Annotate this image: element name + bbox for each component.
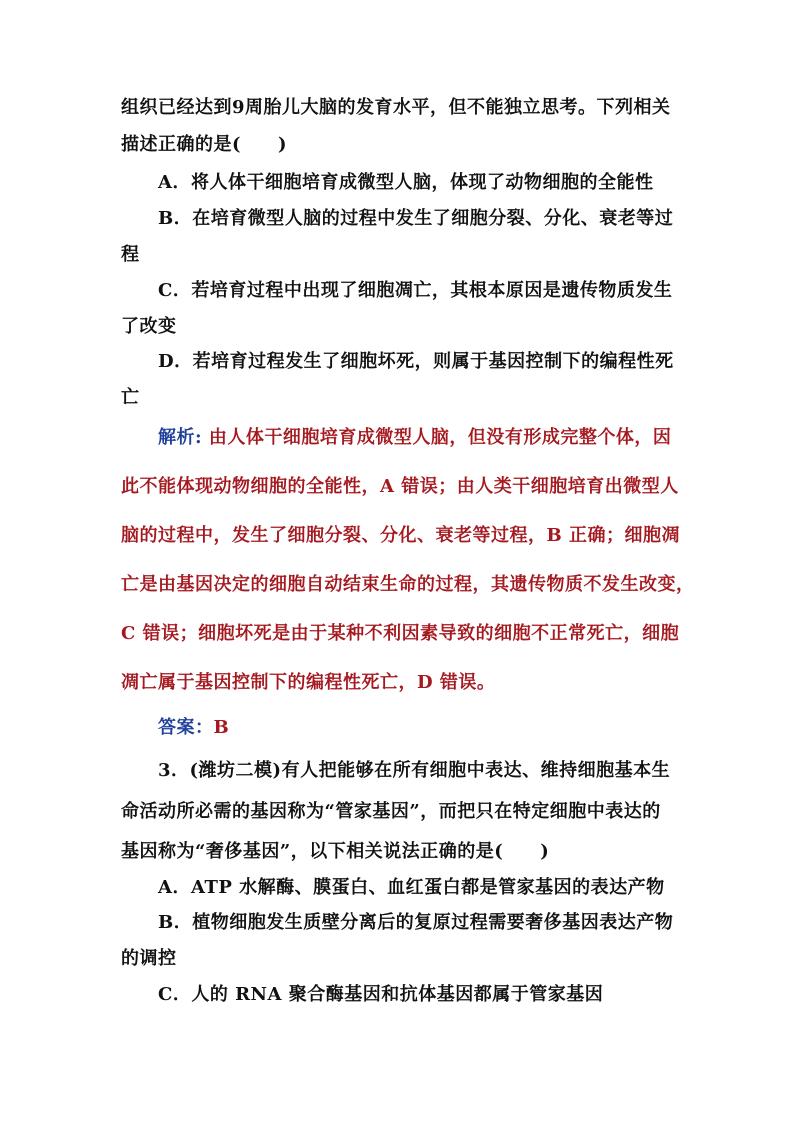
option-d-continuation: 亡 (121, 387, 140, 408)
option-d: D．若培育过程发生了细胞坏死，则属于基因控制下的编程性死 (158, 351, 674, 372)
answer-line (158, 716, 229, 740)
analysis-text: 由人体干细胞培育成微型人脑，但没有形成完整个体，因 (202, 427, 672, 448)
question-stem-line: 描述正确的是( ) (121, 134, 288, 155)
question-stem-text: 有人把能够在所有细胞中表达、维持细胞基本生 (281, 760, 671, 781)
question-stem-line: 组织已经达到9周胎儿大脑的发育水平，但不能独立思考。下列相关 (121, 97, 671, 118)
analysis-label: 解析: (158, 427, 203, 448)
option-b: B．植物细胞发生质壁分离后的复原过程需要奢侈基因表达产物 (158, 912, 674, 933)
option-b-continuation: 的调控 (121, 948, 177, 969)
question-stem-line: 命活动所必需的基因称为“管家基因”，而把只在特定细胞中表达的 (121, 801, 661, 822)
option-b: B．在培育微型人脑的过程中发生了细胞分裂、分化、衰老等过 (158, 208, 674, 229)
answer-value: B (213, 717, 230, 738)
question-stem-line: 基因称为“奢侈基因”，以下相关说法正确的是( ) (121, 841, 550, 862)
analysis-line: 亡是由基因决定的细胞自动结束生命的过程，其遗传物质不发生改变， (121, 574, 695, 595)
option-a: A．ATP 水解酶、膜蛋白、血红蛋白都是管家基因的表达产物 (158, 877, 665, 898)
analysis-line: 凋亡属于基因控制下的编程性死亡，D 错误。 (121, 672, 496, 693)
option-c-continuation: 了改变 (121, 316, 177, 337)
analysis-line: C 错误；细胞坏死是由于某种不利因素导致的细胞不正常死亡，细胞 (121, 623, 680, 644)
option-a: A．将人体干细胞培育成微型人脑，体现了动物细胞的全能性 (158, 172, 654, 193)
answer-label: 答案： (158, 717, 214, 738)
question-number: 3． (158, 760, 190, 781)
analysis-line: 脑的过程中，发生了细胞分裂、分化、衰老等过程，B 正确；细胞凋 (121, 525, 680, 546)
question-3-stem (158, 759, 670, 783)
analysis-line: 此不能体现动物细胞的全能性，A 错误；由人类干细胞培育出微型人 (121, 476, 679, 497)
option-c: C．若培育过程中出现了细胞凋亡，其根本原因是遗传物质发生 (158, 280, 673, 301)
option-b-continuation: 程 (121, 244, 140, 265)
analysis-paragraph (158, 426, 671, 450)
option-c: C．人的 RNA 聚合酶基因和抗体基因都属于管家基因 (158, 984, 604, 1005)
question-source: (潍坊二模) (189, 760, 282, 781)
